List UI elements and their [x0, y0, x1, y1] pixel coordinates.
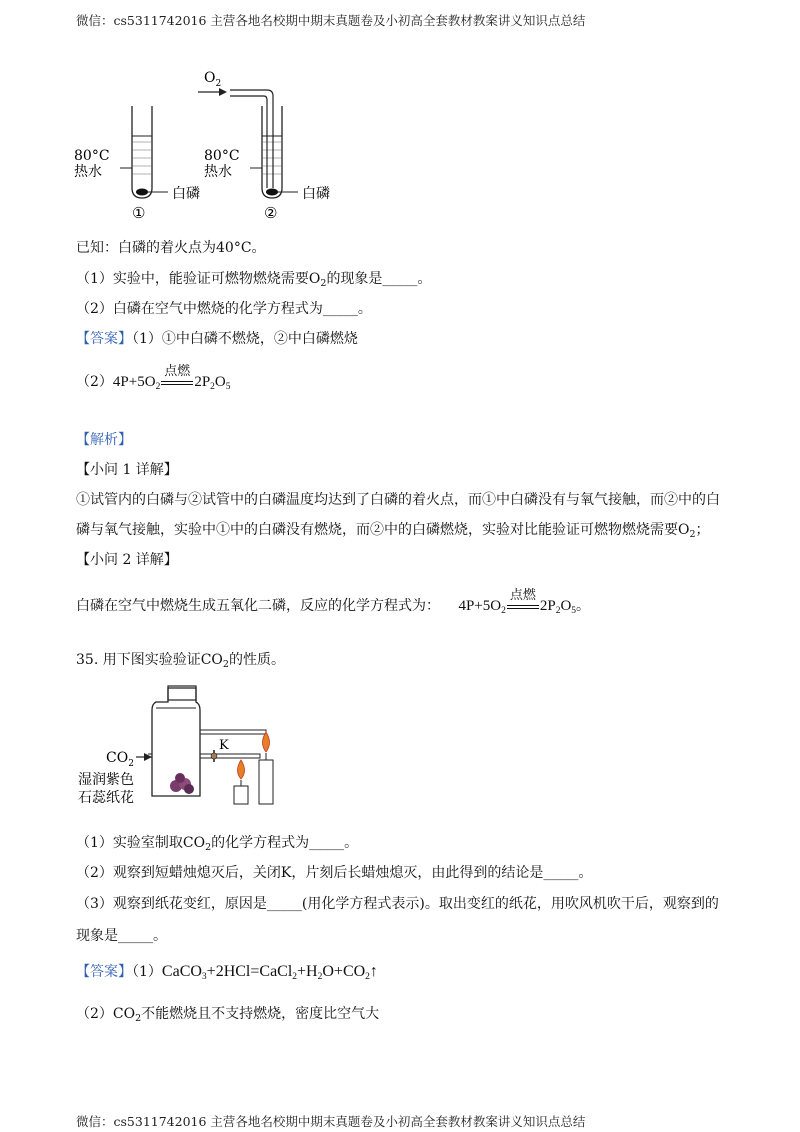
short-candle [234, 760, 248, 804]
sub2-title: 【小问 2 详解】 [76, 552, 178, 568]
sub2-line: 白磷在空气中燃烧生成五氧化二磷，反应的化学方程式为： $4P+5O_2$ 点燃 $2P_2O_5$。 [76, 586, 591, 616]
q34-part1: （1）实验中，能验证可燃物燃烧需要$O_2$的现象是_____。 [76, 271, 432, 289]
test-tube-2 [198, 88, 298, 198]
fig1-water-2: 热水 [204, 164, 232, 180]
q34-part2: （2）白磷在空气中燃烧的化学方程式为_____。 [76, 301, 372, 317]
q35-part3-line1: （3）观察到纸花变红，原因是_____(用化学方程式表示)。取出变红的纸花，用吹风机吹干后，观察到的 [76, 896, 719, 912]
fig1-water-1: 热水 [74, 164, 102, 180]
equation-phosphorus: $4P+5O_2$ 点燃 $2P_2O_5$ [112, 362, 231, 392]
q35-part3-line2: 现象是_____。 [76, 928, 167, 944]
q34-answer-line1: 【答案】（1）①中白磷不燃烧，②中白磷燃烧 [76, 331, 358, 347]
fig2-label-line2: 石蕊纸花 [78, 790, 134, 806]
figure-test-tubes [70, 60, 350, 225]
valve-label: K [219, 738, 229, 753]
answer-tag-2: 【答案】 [76, 964, 132, 980]
q35-answer-line1: 【答案】$(1)CaCO_3+2HCl=CaCl_2+H_2O+CO_2↑$ [76, 963, 378, 982]
figure-co2-apparatus [76, 680, 306, 810]
analysis-tag: 【解析】 [76, 432, 132, 448]
phosphorus-2 [266, 189, 278, 196]
equation-caco3: $CaCO_3+2HCl=CaCl_2+H_2O+CO_2↑$ [161, 963, 378, 982]
fig1-phosphorus-2: 白磷 [302, 186, 330, 202]
sub1-line1: ①试管内的白磷与②试管中的白磷温度均达到了白磷的着火点，而①中白磷没有与氧气接触，而②中的白 [76, 492, 720, 508]
test-tube-1 [120, 106, 168, 198]
fig1-phosphorus-1: 白磷 [172, 186, 200, 202]
fig1-label-1: ① [132, 204, 146, 222]
tall-candle [259, 732, 273, 804]
sub1-line2: 磷与氧气接触，实验中①中的白磷没有燃烧，而②中的白磷燃烧，实验对比能验证可燃物燃烧需要$O_2$； [76, 522, 710, 540]
sub1-title: 【小问 1 详解】 [76, 462, 178, 478]
litmus-flower [170, 773, 194, 794]
q35-answer-line2: $(2)CO_2$不能燃烧且不支持燃烧，密度比空气大 [76, 1006, 380, 1024]
fig1-label-2: ② [264, 204, 278, 222]
fig1-gas-label: $O_2$ [204, 70, 222, 89]
fig2-label-line1: 湿润紫色 [78, 772, 134, 788]
equation-phosphorus-2: $4P+5O_2$ 点燃 $2P_2O_5$ [458, 586, 577, 616]
q35-part2: （2）观察到短蜡烛熄灭后，关闭K，片刻后长蜡烛熄灭，由此得到的结论是_____。 [76, 865, 593, 881]
q34-known: 已知：白磷的着火点为40°C。 [76, 240, 266, 256]
phosphorus-1 [136, 189, 148, 196]
fig1-temp-2: 80°C [204, 148, 240, 164]
fig2-gas-label: $CO_2$ [106, 750, 134, 769]
q35-stem: 35. 用下图实验验证$CO_2$的性质。 [76, 652, 285, 670]
fig1-temp-1: 80°C [74, 148, 110, 164]
answer-tag: 【答案】 [76, 331, 132, 347]
q35-part1: （1）实验室制取$CO_2$的化学方程式为_____。 [76, 835, 359, 853]
page-footer: 微信：cs5311742016 主营各地名校期中期末真题卷及小初高全套教材教案讲义知识点总结 [76, 1114, 586, 1129]
page-header: 微信：cs5311742016 主营各地名校期中期末真题卷及小初高全套教材教案讲义知识点总结 [76, 13, 586, 28]
q34-answer-line2: $(2)4P+5O_2$ 点燃 $2P_2O_5$ [76, 362, 231, 392]
